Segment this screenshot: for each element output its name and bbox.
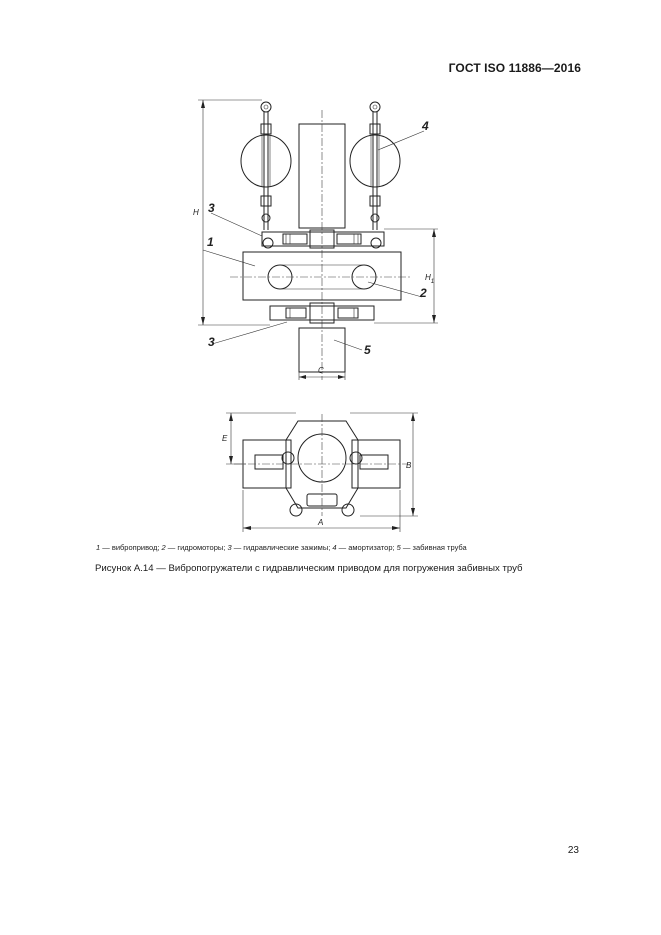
dim-label-h1: $H_1$ — [425, 273, 435, 285]
vibro-drive-body — [230, 252, 412, 300]
document-header: ГОСТ ISO 11886—2016 — [448, 61, 581, 75]
dimension-h — [193, 100, 270, 325]
figure-top-view — [193, 100, 438, 380]
callout-3-bottom: 3 — [208, 335, 215, 349]
dim-label-c: C — [318, 366, 324, 375]
dim-label-e: E — [222, 434, 228, 443]
callout-4: 4 — [422, 119, 429, 133]
figure-caption: Рисунок А.14 — Вибропогружатели с гидравлическим приводом для погружения забивных труб — [95, 563, 523, 574]
dim-label-h: H — [193, 208, 199, 217]
figure-plan-view — [222, 413, 418, 532]
callout-1: 1 — [207, 235, 214, 249]
callout-2: 2 — [420, 286, 427, 300]
dimension-a — [243, 490, 400, 532]
dimension-e — [222, 413, 296, 464]
callout-5: 5 — [364, 343, 371, 357]
page-number: 23 — [567, 845, 579, 856]
hydraulic-clamp-top — [262, 230, 384, 248]
figure-legend: 1 — вибропривод; 2 — гидромоторы; 3 — гидравлические зажимы; 4 — амортизатор; 5 — забивная труба — [96, 543, 467, 552]
shock-absorber-right — [350, 102, 400, 230]
callout-3-top: 3 — [208, 201, 215, 215]
callouts — [203, 119, 429, 357]
dim-label-b: B — [406, 461, 412, 470]
shock-absorber-left — [241, 102, 291, 230]
dim-label-a: A — [318, 518, 324, 527]
